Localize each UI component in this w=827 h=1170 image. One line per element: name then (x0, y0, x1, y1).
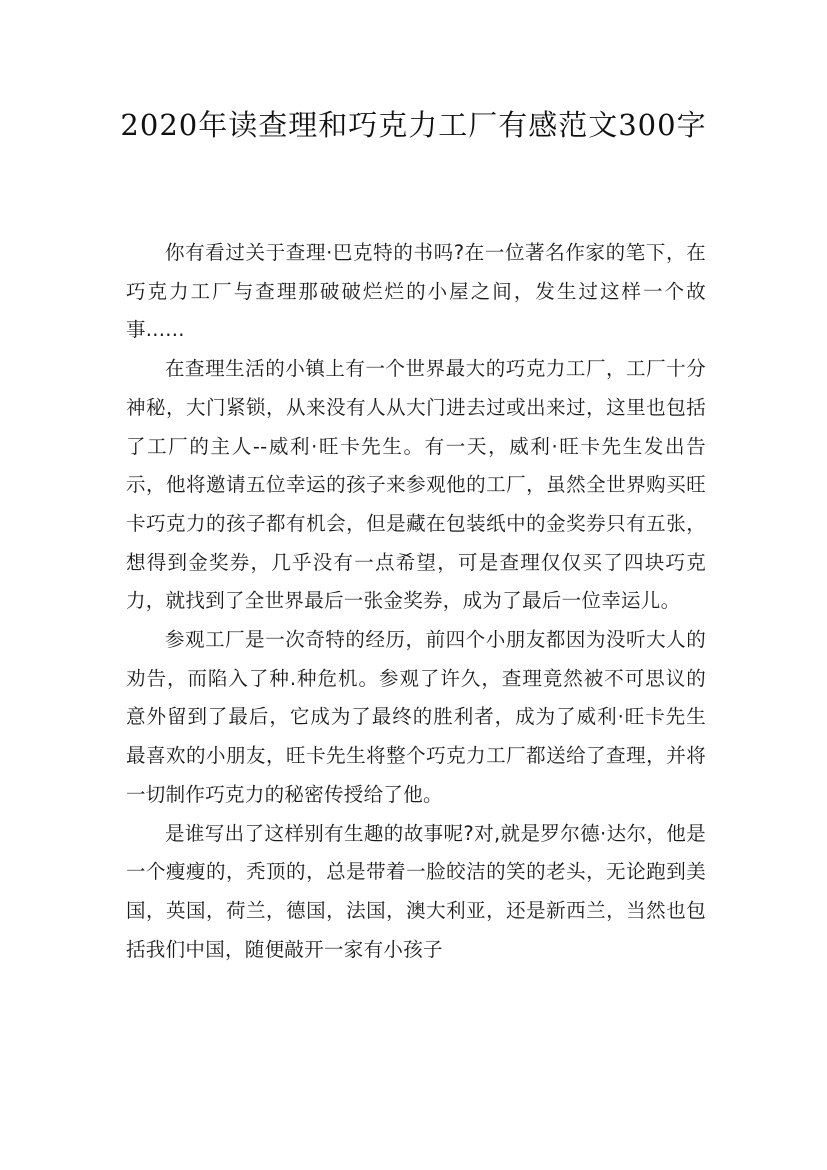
paragraph-3: 参观工厂是一次奇特的经历，前四个小朋友都因为没听大人的劝告，而陷入了种.种危机。参观了许久，查理竟然被不可思议的意外留到了最后，它成为了最终的胜利者，成为了威利·旺卡先生最喜欢的小朋友，旺卡先生将整个巧克力工厂都送给了查理，并将一切制作巧克力的秘密传授给了他。 (126, 628, 706, 806)
document-title: 2020年读查理和巧克力工厂有感范文300字 (120, 108, 707, 142)
document-body (126, 234, 706, 969)
paragraph-1: 你有看过关于查理·巴克特的书吗?在一位著名作家的笔下，在巧克力工厂与查理那破破烂烂的小屋之间，发生过这样一个故事...... (126, 241, 706, 342)
paragraph-2: 在查理生活的小镇上有一个世界最大的巧克力工厂，工厂十分神秘，大门紧锁，从来没有人从大门进去过或出来过，这里也包括了工厂的主人--威利·旺卡先生。有一天，威利·旺卡先生发出告示，他将邀请五位幸运的孩子来参观他的工厂，虽然全世界购买旺卡巧克力的孩子都有机会，但是藏在包装纸中的金奖券只有五张，想得到金奖券，几乎没有一点希望，可是查理仅仅买了四块巧克力，就找到了全世界最后一张金奖券，成为了最后一位幸运儿。 (126, 357, 706, 613)
paragraph-4: 是谁写出了这样别有生趣的故事呢?对,就是罗尔德·达尔，他是一个瘦瘦的，秃顶的，总是带着一脸皎洁的笑的老头，无论跑到美国，英国，荷兰，德国，法国，澳大利亚，还是新西兰，当然也包括我们中国，随便敲开一家有小孩子 (126, 821, 706, 961)
